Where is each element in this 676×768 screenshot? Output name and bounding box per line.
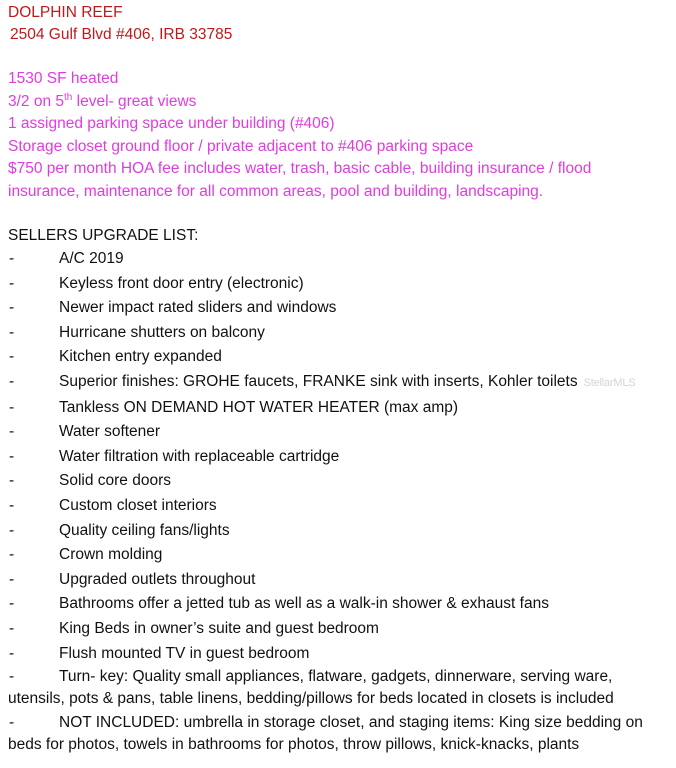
upgrade-item — [8, 494, 668, 519]
upgrade-list — [8, 247, 668, 756]
upgrade-item — [8, 445, 668, 470]
fact-parking: 1 assigned parking space under building (#406) — [8, 115, 335, 132]
bullet-dash: - — [9, 398, 15, 416]
fact-level-rest: level- great views — [72, 92, 197, 110]
fact-storage: Storage closet ground floor / private adjacent to #406 parking space — [8, 137, 474, 155]
fact-bed-bath-level — [8, 91, 668, 114]
bullet-dash: - — [9, 472, 15, 490]
property-facts — [8, 68, 668, 203]
mls-watermark: StellarMLS — [583, 376, 636, 389]
bullet-dash: - — [9, 595, 15, 613]
upgrade-item — [8, 321, 668, 346]
bullet-dash: - — [9, 644, 15, 662]
bullet-dash: - — [9, 250, 15, 267]
upgrade-item — [8, 712, 670, 756]
upgrade-item — [8, 370, 668, 396]
upgrade-item — [8, 617, 668, 642]
upgrade-item-text: Solid core doors — [59, 472, 172, 490]
upgrade-item — [8, 345, 668, 370]
upgrade-item-text: Superior finishes: GROHE faucets, FRANKE sink with inserts, Kohler toilets — [59, 372, 578, 390]
upgrade-item — [8, 642, 668, 667]
upgrade-item-text: Upgraded outlets throughout — [59, 570, 256, 588]
spacer — [8, 46, 668, 68]
upgrade-item-text: Flush mounted TV in guest bedroom — [59, 644, 310, 662]
upgrade-item-text: Crown molding — [59, 546, 163, 564]
bullet-dash: - — [9, 323, 15, 341]
upgrade-item — [8, 272, 668, 297]
upgrade-item-text: Newer impact rated sliders and windows — [59, 299, 337, 317]
upgrade-item — [8, 543, 668, 568]
fact-level-text: 3/2 on 5 — [8, 92, 65, 110]
spacer — [8, 203, 668, 225]
upgrade-item-text: NOT INCLUDED: umbrella in storage closet, and staging items: King size bedding on beds for photos, towels in bathrooms for photos, throw pillows, knick-knacks, plants — [8, 714, 643, 754]
bullet-dash: - — [9, 423, 15, 441]
upgrade-item-text: A/C 2019 — [59, 250, 124, 267]
upgrade-item-text: King Beds in owner’s suite and guest bedroom — [59, 619, 379, 637]
fact-hoa-fee: $750 per month HOA fee includes water, trash, basic cable, building insurance / flood insurance, maintenance for all common areas, pool and building, landscaping. — [8, 160, 592, 200]
upgrade-item — [8, 247, 668, 272]
upgrade-item-text: Water filtration with replaceable cartridge — [59, 447, 340, 465]
property-title: DOLPHIN REEF — [8, 4, 123, 21]
upgrade-item-text: Turn- key: Quality small appliances, flatware, gadgets, dinnerware, serving ware, utensils, pots & pans, table linens, bedding/pillows for beds located in closets is included — [8, 668, 614, 708]
upgrade-item — [8, 666, 670, 710]
upgrade-item-text: Tankless ON DEMAND HOT WATER HEATER (max amp) — [59, 398, 459, 416]
bullet-dash: - — [9, 299, 15, 317]
upgrade-item-text: Keyless front door entry (electronic) — [59, 274, 304, 292]
upgrade-item — [8, 420, 668, 445]
bullet-dash: - — [9, 274, 15, 292]
bullet-dash: - — [9, 714, 15, 732]
upgrade-item — [8, 396, 668, 421]
bullet-dash: - — [9, 447, 15, 465]
upgrade-item — [8, 592, 668, 617]
bullet-dash: - — [9, 521, 15, 539]
upgrade-item — [8, 469, 668, 494]
bullet-dash: - — [9, 570, 15, 588]
upgrade-list-heading: SELLERS UPGRADE LIST: — [8, 227, 199, 244]
bullet-dash: - — [9, 496, 15, 514]
bullet-dash: - — [9, 619, 15, 637]
bullet-dash: - — [9, 668, 15, 686]
upgrade-item-text: Custom closet interiors — [59, 496, 217, 514]
bullet-dash: - — [9, 372, 15, 390]
upgrade-item — [8, 519, 668, 544]
property-address: 2504 Gulf Blvd #406, IRB 33785 — [10, 26, 233, 43]
upgrade-item — [8, 568, 668, 593]
upgrade-item-text: Hurricane shutters on balcony — [59, 323, 265, 341]
upgrade-item — [8, 296, 668, 321]
upgrade-item-text: Quality ceiling fans/lights — [59, 521, 230, 539]
fact-level-superscript: th — [64, 91, 73, 103]
fact-heated-area: 1530 SF heated — [8, 70, 119, 87]
upgrade-item-text: Kitchen entry expanded — [59, 348, 222, 366]
upgrade-item-text: Water softener — [59, 423, 161, 441]
upgrade-item-text: Bathrooms offer a jetted tub as well as a walk-in shower & exhaust fans — [59, 595, 549, 613]
bullet-dash: - — [9, 348, 15, 366]
bullet-dash: - — [9, 546, 15, 564]
